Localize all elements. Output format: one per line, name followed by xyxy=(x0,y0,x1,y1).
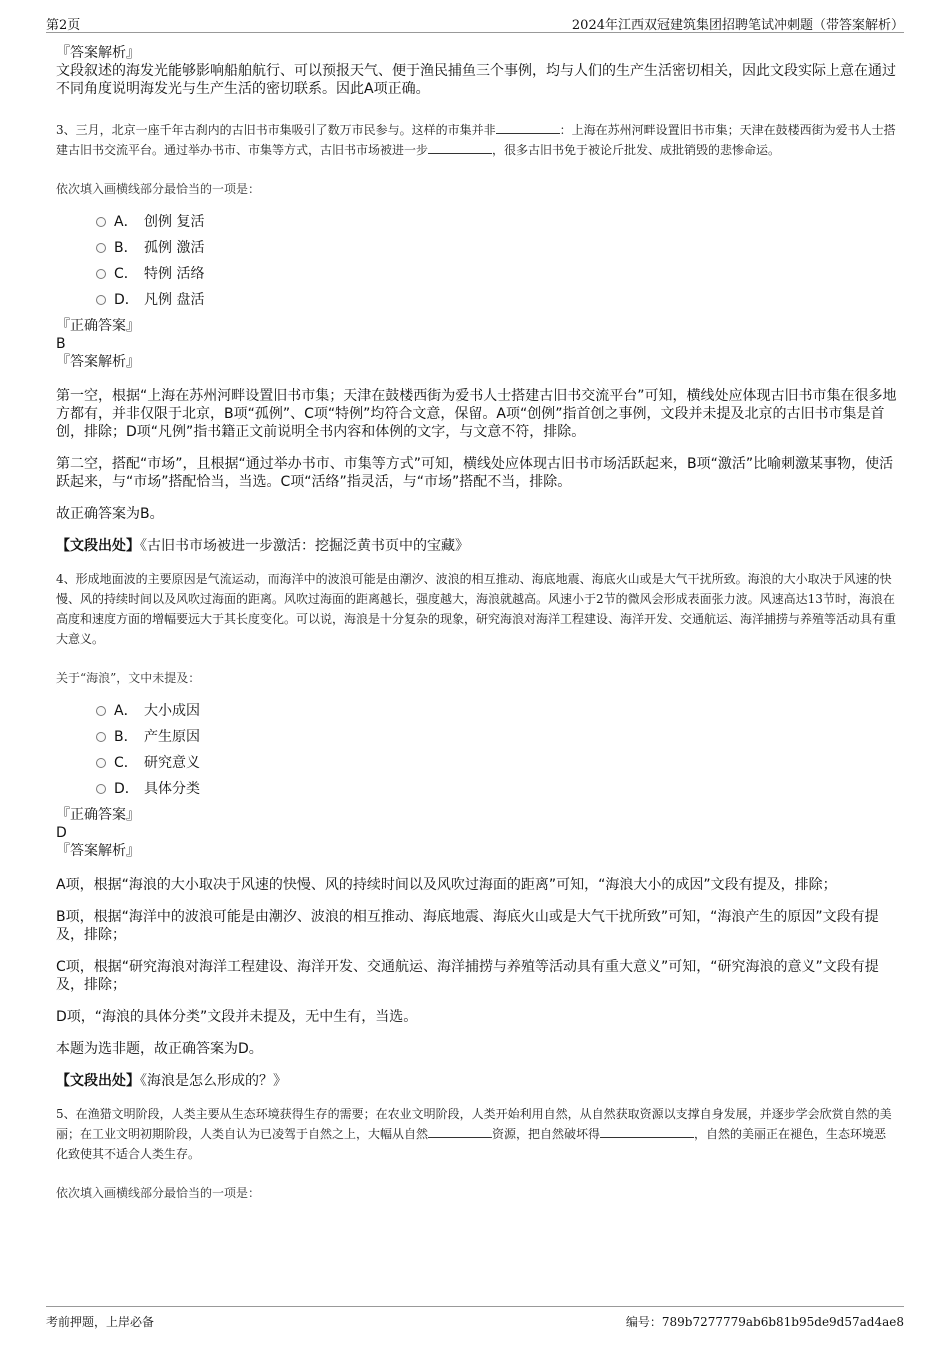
q3-prompt: 依次填入画横线部分最恰当的一项是： xyxy=(56,182,261,196)
q3-analysis-p2: 第二空，搭配“市场”，且根据“通过举办书市、市集等方式”可知，横线处应体现古旧书市场活跃起来，B项“激活”比喻刺激某事物，使活跃起来，与“市场”搭配恰当，当选。C项“活络”指灵活，与“市场”搭配不当，排除。 xyxy=(56,456,894,490)
option-text: 凡例 盘活 xyxy=(144,292,205,308)
option-text: 孤例 激活 xyxy=(144,240,205,256)
page-footer xyxy=(46,1306,904,1331)
q4-option-a[interactable] xyxy=(96,698,898,724)
q3-option-a[interactable] xyxy=(96,209,898,235)
q5-stem-part: 资源，把自然破坏得 xyxy=(492,1127,601,1141)
q4-analysis-b: B项，根据“海洋中的波浪可能是由潮汐、波浪的相互推动、海底地震、海底火山或是大气干扰所致”可知，“海浪产生的原因”文段有提及，排除； xyxy=(56,909,879,943)
q5-stem xyxy=(56,1104,898,1164)
option-letter: A． xyxy=(114,703,138,719)
option-letter: D． xyxy=(114,292,139,308)
q4-correct-answer: D xyxy=(56,825,67,841)
q3-option-b[interactable] xyxy=(96,235,898,261)
document-title: 2024年江西双冠建筑集团招聘笔试冲刺题（带答案解析） xyxy=(571,18,904,33)
q4-option-c[interactable] xyxy=(96,750,898,776)
page-content xyxy=(56,44,898,1213)
q4-options xyxy=(96,698,898,802)
fill-blank xyxy=(428,141,492,154)
option-text: 特例 活络 xyxy=(144,266,205,282)
q3-correct-label: 『正确答案』 xyxy=(56,318,140,334)
q3-stem-part: ：上海在苏州河畔设置旧书市集；天津在鼓楼西街为爱书人士搭建古旧书交流平台。通过举办书市、市集等方式，古旧书市场被进一步 xyxy=(56,123,896,157)
source-title: 《古旧书市场被进一步激活：挖掘泛黄书页中的宝藏》 xyxy=(140,538,469,554)
q3-correct-answer: B xyxy=(56,336,66,352)
q4-analysis-conclusion: 本题为选非题，故正确答案为D。 xyxy=(56,1041,263,1057)
option-text: 研究意义 xyxy=(144,755,200,771)
q3-analysis-p3: 故正确答案为B。 xyxy=(56,506,164,522)
q3-option-c[interactable] xyxy=(96,261,898,287)
q3-options xyxy=(96,209,898,313)
footer-slogan: 考前押题，上岸必备 xyxy=(46,1315,155,1329)
q5-prompt: 依次填入画横线部分最恰当的一项是： xyxy=(56,1186,261,1200)
option-letter: D． xyxy=(114,781,139,797)
q4-option-b[interactable] xyxy=(96,724,898,750)
page-header xyxy=(46,12,904,33)
q5-stem-part: 5、在渔猎文明阶段，人类主要从生态环境获得生存的需要；在农业文明阶段，人类开始利用自然，从自然获取资源以支撑自身发展，并逐步学会欣赏自然的美丽；在工业文明初期阶段，人类自认为已凌驾于自然之上，大幅从自然 xyxy=(56,1107,892,1141)
q5-stem-part: ，自然的美丽正在褪色，生态环境恶化致使其不适合人类生存。 xyxy=(56,1127,887,1161)
q3-analysis-label: 『答案解析』 xyxy=(56,354,140,370)
option-letter: B． xyxy=(114,729,138,745)
radio-icon[interactable] xyxy=(96,758,106,768)
radio-icon[interactable] xyxy=(96,295,106,305)
radio-icon[interactable] xyxy=(96,243,106,253)
option-letter: C． xyxy=(114,755,138,771)
option-text: 大小成因 xyxy=(144,703,200,719)
fill-blank xyxy=(600,1125,694,1138)
option-text: 创例 复活 xyxy=(144,214,205,230)
q3-stem-part: ，很多古旧书免于被论斤批发、成批销毁的悲惨命运。 xyxy=(492,143,781,157)
q4-analysis-label: 『答案解析』 xyxy=(56,843,140,859)
q3-option-d[interactable] xyxy=(96,287,898,313)
source-title: 《海浪是怎么形成的？》 xyxy=(140,1073,287,1089)
q2-analysis-label: 『答案解析』 xyxy=(56,45,140,61)
q4-analysis-a: A项，根据“海浪的大小取决于风速的快慢、风的持续时间以及风吹过海面的距离”可知，“海浪大小的成因”文段有提及，排除； xyxy=(56,877,837,893)
q4-correct-label: 『正确答案』 xyxy=(56,807,140,823)
page-number: 第2页 xyxy=(46,18,81,33)
option-text: 产生原因 xyxy=(144,729,200,745)
q4-prompt: 关于“海浪”，文中未提及： xyxy=(56,671,201,685)
radio-icon[interactable] xyxy=(96,732,106,742)
q4-analysis-d: D项，“海浪的具体分类”文段并未提及，无中生有，当选。 xyxy=(56,1009,418,1025)
option-letter: B． xyxy=(114,240,138,256)
option-letter: A． xyxy=(114,214,138,230)
q4-source xyxy=(56,1072,898,1090)
radio-icon[interactable] xyxy=(96,269,106,279)
source-label: 【文段出处】 xyxy=(56,538,140,554)
q3-stem-part: 3、三月，北京一座千年古刹内的古旧书市集吸引了数万市民参与。这样的市集并非 xyxy=(56,123,496,137)
q2-analysis: 文段叙述的海发光能够影响船舶航行、可以预报天气、便于渔民捕鱼三个事例，均与人们的生产生活密切相关，因此文段实际上意在通过不同角度说明海发光与生产生活的密切联系。因此A项正确。 xyxy=(56,63,896,97)
q3-analysis-p1: 第一空，根据“上海在苏州河畔设置旧书市集；天津在鼓楼西街为爱书人士搭建古旧书交流平台”可知，横线处应体现古旧书市集在很多地方都有，并非仅限于北京，B项“孤例”、C项“特例”均符合文意，保留。A项“创例”指首创之事例，文段并未提及北京的古旧书市集是首创，排除；D项“凡例”指书籍正文前说明全书内容和体例的文字，与文意不符，排除。 xyxy=(56,388,897,440)
q4-stem: 4、形成地面波的主要原因是气流运动，而海洋中的波浪可能是由潮汐、波浪的相互推动、海底地震、海底火山或是大气干扰所致。海浪的大小取决于风速的快慢、风的持续时间以及风吹过海面的距离。风吹过海面的距离越长，强度越大，海浪就越高。风速小于2节的微风会形成表面张力波。风速高达13节时，海浪在高度和速度方面的增幅要远大于其长度变化。可以说，海浪是十分复杂的现象，研究海浪对海洋工程建设、海洋开发、交通航运、海洋捕捞与养殖等活动具有重大意义。 xyxy=(56,572,897,646)
source-label: 【文段出处】 xyxy=(56,1073,140,1089)
radio-icon[interactable] xyxy=(96,706,106,716)
q3-stem xyxy=(56,120,898,160)
option-letter: C． xyxy=(114,266,138,282)
radio-icon[interactable] xyxy=(96,217,106,227)
q4-option-d[interactable] xyxy=(96,776,898,802)
q3-source xyxy=(56,537,898,555)
q4-analysis-c: C项，根据“研究海浪对海洋工程建设、海洋开发、交通航运、海洋捕捞与养殖等活动具有重大意义”可知，“研究海浪的意义”文段有提及，排除； xyxy=(56,959,879,993)
radio-icon[interactable] xyxy=(96,784,106,794)
fill-blank xyxy=(428,1125,492,1138)
document-id: 编号：789b7277779ab6b81b95de9d57ad4ae8 xyxy=(625,1315,904,1329)
option-text: 具体分类 xyxy=(144,781,200,797)
fill-blank xyxy=(496,121,560,134)
